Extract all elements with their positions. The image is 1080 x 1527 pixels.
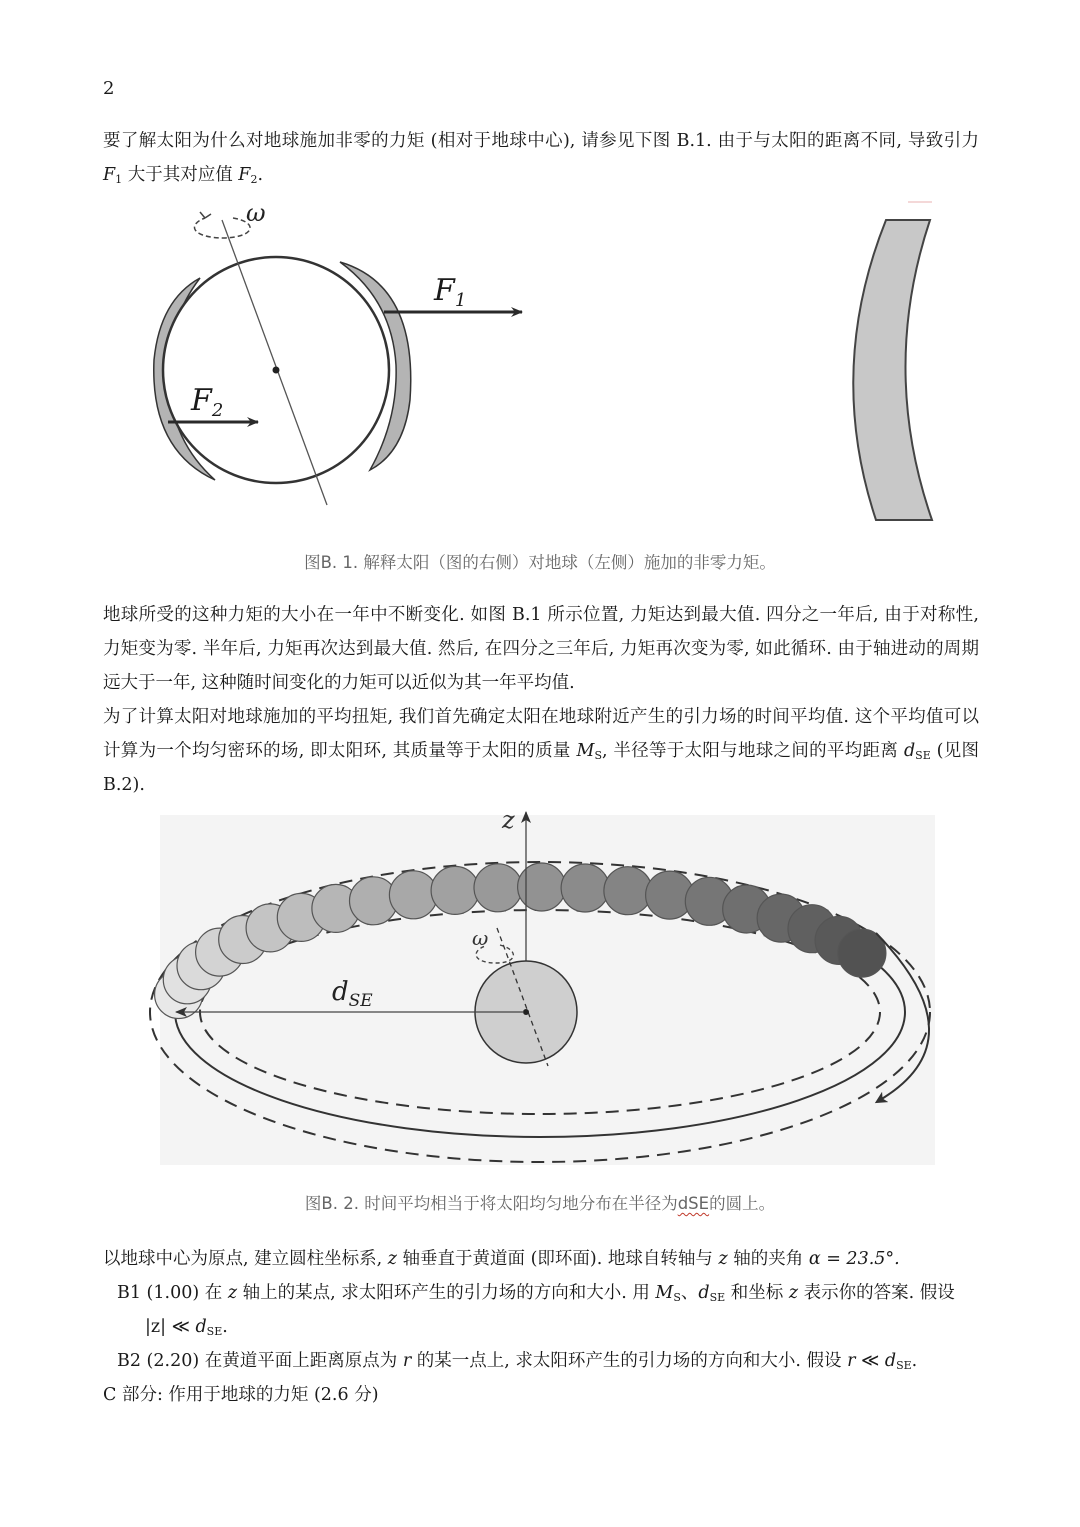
center-dot (273, 367, 280, 374)
part-c-heading: C 部分: 作用于地球的力矩 (2.6 分) (103, 1385, 379, 1405)
paragraph-coordinates: 以地球中心为原点, 建立圆柱坐标系, z 轴垂直于黄道面 (即环面). 地球自转轴与 z 轴的夹角 α = 23.5°. (103, 1249, 900, 1269)
sun-position (561, 864, 609, 912)
dse-label: $d_{SE}$ (332, 977, 373, 1011)
sun-position (604, 867, 652, 915)
paragraph-torque-variation: 地球所受的这种力矩的大小在一年中不断变化. 如图 B.1 所示位置, 力矩达到最大值. 四分之一年后, 由于对称性, 力矩变为零. 半年后, 力矩再次达到最大值. 然后, 在四分之三年后, 力矩再次变为零, 如此循环. 由于轴进动的周期远大于一年, 这种随时间变化的力矩可以近似为其一年平均值. (103, 605, 979, 693)
f1-label: $F_1$ (434, 273, 467, 311)
z-axis-label: z (502, 806, 515, 834)
question-b1: B1 (1.00) 在 z 轴上的某点, 求太阳环产生的引力场的方向和大小. 用 $M_S$、$d_{SE}$ 和坐标 z 表示你的答案. 假设 |z| ≪ $d_{SE}$. (117, 1283, 955, 1338)
figure-b1-caption: 图B. 1. 解释太阳（图的右侧）对地球（左侧）施加的非零力矩。 (304, 553, 776, 572)
page-number: 2 (103, 78, 115, 99)
sun-arc (853, 220, 932, 520)
figure-b2 (0, 800, 1080, 1170)
question-b2: B2 (2.20) 在黄道平面上距离原点为 r 的某一点上, 求太阳环产生的引力场的方向和大小. 假设 r ≪ $d_{SE}$. (117, 1351, 918, 1372)
sun-position (474, 864, 522, 912)
figure-b2-caption: 图B. 2. 时间平均相当于将太阳均匀地分布在半径为dSE的圆上。 (304, 1194, 776, 1213)
figure-b1 (0, 190, 1080, 530)
sun-position (431, 866, 479, 914)
f2-label: $F_2$ (191, 383, 224, 421)
paragraph-sun-ring: 为了计算太阳对地球施加的平均扭矩, 我们首先确定太阳在地球附近产生的引力场的时间平均值. 这个平均值可以计算为一个均匀密环的场, 即太阳环, 其质量等于太阳的质量 $M_S$, 半径等于太阳与地球之间的平均距离 $d_{SE}$ (见图 B.2). (103, 707, 980, 795)
intro-paragraph: 要了解太阳为什么对地球施加非零的力矩 (相对于地球中心), 请参见下图 B.1. 由于与太阳的距离不同, 导致引力 $F_1$ 大于其对应值 $F_2$. (103, 131, 979, 186)
sun-position (518, 863, 566, 911)
omega-label: ω (246, 199, 266, 227)
omega-label-2: ω (472, 926, 489, 950)
sun-position (389, 871, 437, 919)
